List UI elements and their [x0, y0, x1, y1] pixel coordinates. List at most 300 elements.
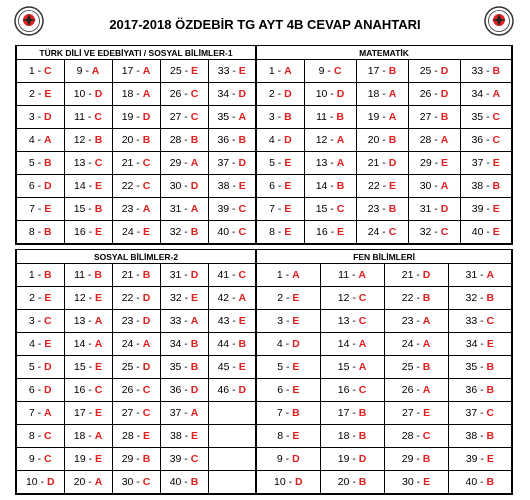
question-number: 12 - — [73, 292, 93, 304]
question-number: 17 - — [337, 407, 356, 419]
question-number: 10 - — [274, 476, 293, 488]
question-number: 16 - — [337, 384, 356, 396]
answer-cell — [208, 402, 256, 425]
answer-letter: B — [358, 476, 367, 488]
answer-letter: B — [238, 338, 247, 350]
answer-row — [16, 221, 512, 245]
answer-letter: A — [486, 269, 495, 281]
answer-letter: C — [190, 111, 199, 123]
answer-letter: A — [492, 88, 501, 100]
question-number: 1 - — [28, 269, 42, 281]
answer-cell — [112, 356, 160, 379]
question-number: 5 - — [28, 361, 42, 373]
answer-cell — [256, 287, 320, 310]
answer-letter: B — [190, 476, 199, 488]
answer-cell — [160, 129, 208, 152]
answer-letter: A — [190, 407, 199, 419]
answer-cell — [208, 106, 256, 129]
answer-letter: A — [358, 338, 367, 350]
question-number: 2 - — [268, 88, 282, 100]
answer-cell — [160, 198, 208, 221]
question-number: 31 - — [419, 203, 438, 215]
question-number: 8 - — [28, 226, 42, 238]
question-number: 33 - — [471, 65, 490, 77]
answer-cell — [160, 471, 208, 495]
answer-letter: D — [284, 134, 292, 146]
answer-letter: B — [358, 407, 367, 419]
question-number: 44 - — [217, 338, 236, 350]
answer-cell — [460, 83, 512, 106]
question-number: 20 - — [73, 476, 92, 488]
answer-letter: A — [94, 315, 103, 327]
question-number: 36 - — [465, 384, 484, 396]
answer-cell — [160, 448, 208, 471]
answer-row — [16, 425, 512, 448]
answer-letter: B — [94, 203, 103, 215]
question-number: 25 - — [419, 65, 438, 77]
answer-row — [16, 287, 512, 310]
answer-letter: E — [486, 453, 494, 465]
answer-row — [16, 152, 512, 175]
answer-cell — [320, 287, 384, 310]
question-number: 21 - — [121, 157, 140, 169]
answer-cell — [356, 106, 408, 129]
answer-letter: B — [388, 134, 397, 146]
question-number: 25 - — [401, 361, 420, 373]
answer-cell — [320, 448, 384, 471]
answer-cell — [16, 152, 64, 175]
question-number: 33 - — [217, 65, 236, 77]
answer-cell — [256, 379, 320, 402]
answer-letter: A — [94, 430, 103, 442]
question-number: 28 - — [419, 134, 438, 146]
answer-letter: D — [422, 269, 431, 281]
answer-letter: E — [492, 157, 500, 169]
question-number: 8 - — [269, 226, 282, 238]
question-number: 13 - — [315, 157, 334, 169]
answer-cell — [16, 60, 64, 83]
answer-letter: A — [336, 134, 345, 146]
answer-cell — [448, 356, 512, 379]
answer-cell — [112, 471, 160, 495]
question-number: 34 - — [471, 88, 490, 100]
answer-letter: B — [142, 453, 151, 465]
question-number: 6 - — [277, 384, 290, 396]
section-title: SOSYAL BİLİMLER-2 — [16, 250, 256, 264]
answer-cell — [208, 152, 256, 175]
question-number: 10 - — [73, 88, 92, 100]
question-number: 36 - — [471, 134, 490, 146]
answer-cell — [16, 402, 64, 425]
answer-cell — [384, 425, 448, 448]
question-number: 14 - — [73, 180, 93, 192]
answer-cell — [208, 129, 256, 152]
answer-letter: A — [190, 203, 199, 215]
answer-cell — [384, 402, 448, 425]
answer-cell — [256, 356, 320, 379]
answer-cell — [356, 60, 408, 83]
answer-cell — [112, 402, 160, 425]
question-number: 1 - — [276, 269, 290, 281]
question-number: 37 - — [217, 157, 236, 169]
answer-cell — [208, 221, 256, 245]
answer-letter: A — [358, 269, 366, 281]
answer-letter: B — [142, 269, 151, 281]
question-number: 15 - — [315, 203, 334, 215]
answer-letter: A — [190, 315, 199, 327]
answer-cell — [256, 175, 304, 198]
question-number: 35 - — [217, 111, 236, 123]
answer-row — [16, 402, 512, 425]
answer-cell — [16, 198, 64, 221]
answer-cell — [16, 221, 64, 245]
answer-letter: E — [492, 226, 500, 238]
question-number: 24 - — [121, 226, 141, 238]
question-number: 16 - — [316, 226, 335, 238]
question-number: 18 - — [121, 88, 140, 100]
answer-cell — [16, 379, 64, 402]
question-number: 7 - — [269, 203, 282, 215]
answer-letter: A — [142, 65, 151, 77]
answer-letter: B — [44, 226, 52, 238]
answer-letter: C — [358, 384, 367, 396]
answer-letter: B — [190, 338, 199, 350]
answer-letter: C — [388, 226, 397, 238]
question-number: 18 - — [73, 430, 92, 442]
answer-cell — [256, 152, 304, 175]
answer-cell — [64, 310, 112, 333]
question-number: 27 - — [121, 407, 140, 419]
answer-letter: D — [292, 338, 300, 350]
question-number: 25 - — [121, 361, 140, 373]
question-number: 5 - — [269, 157, 282, 169]
answer-letter: A — [238, 292, 247, 304]
answer-letter: E — [423, 476, 431, 488]
question-number: 35 - — [471, 111, 490, 123]
question-number: 37 - — [169, 407, 188, 419]
answer-cell — [208, 356, 256, 379]
answer-letter: B — [94, 134, 103, 146]
answer-cell — [112, 333, 160, 356]
answer-letter: D — [238, 157, 247, 169]
question-number: 27 - — [419, 111, 438, 123]
question-number: 9 - — [28, 453, 42, 465]
answer-cell — [64, 264, 112, 287]
question-number: 12 - — [73, 134, 92, 146]
answer-row — [16, 356, 512, 379]
answer-cell — [208, 198, 256, 221]
answer-letter: D — [44, 180, 52, 192]
answer-cell — [208, 60, 256, 83]
question-number: 15 - — [337, 361, 356, 373]
question-number: 13 - — [73, 315, 92, 327]
question-number: 39 - — [217, 203, 236, 215]
answer-letter: A — [336, 157, 345, 169]
answer-cell — [256, 471, 320, 495]
answer-letter: C — [44, 65, 52, 77]
answer-cell — [356, 198, 408, 221]
answer-cell — [408, 221, 460, 245]
answer-letter: C — [44, 453, 52, 465]
answer-cell — [208, 379, 256, 402]
answer-letter: E — [284, 226, 292, 238]
answer-cell — [460, 198, 512, 221]
answer-cell — [384, 333, 448, 356]
answer-letter: B — [422, 292, 431, 304]
question-number: 9 - — [76, 65, 89, 77]
answer-cell — [64, 106, 112, 129]
answer-letter: D — [388, 157, 397, 169]
answer-letter: E — [44, 203, 52, 215]
answer-cell — [160, 333, 208, 356]
answer-letter: A — [284, 65, 292, 77]
question-number: 18 - — [337, 430, 356, 442]
answer-letter: D — [190, 269, 199, 281]
answer-letter: B — [422, 361, 431, 373]
question-number: 42 - — [217, 292, 236, 304]
answer-cell — [16, 264, 64, 287]
answer-letter: E — [238, 361, 246, 373]
answer-letter: B — [422, 453, 431, 465]
answer-row — [16, 264, 512, 287]
answer-letter: E — [44, 292, 52, 304]
answer-letter: A — [358, 361, 367, 373]
answer-cell — [384, 264, 448, 287]
answer-letter: D — [190, 384, 199, 396]
page-title: 2017-2018 ÖZDEBİR TG AYT 4B CEVAP ANAHTARI — [109, 17, 421, 32]
question-number: 9 - — [318, 65, 331, 77]
answer-letter: E — [292, 315, 300, 327]
answer-letter: A — [440, 134, 449, 146]
answer-letter: B — [238, 134, 247, 146]
answer-cell — [320, 425, 384, 448]
answer-cell — [160, 152, 208, 175]
question-number: 10 - — [25, 476, 45, 488]
answer-cell — [208, 264, 256, 287]
answer-letter: C — [142, 476, 151, 488]
question-number: 29 - — [169, 157, 188, 169]
question-number: 7 - — [29, 203, 42, 215]
question-number: 33 - — [465, 315, 484, 327]
answer-cell — [64, 448, 112, 471]
question-number: 36 - — [217, 134, 236, 146]
answer-letter: B — [190, 134, 199, 146]
question-number: 45 - — [217, 361, 236, 373]
answer-cell — [256, 264, 320, 287]
question-number: 26 - — [121, 384, 140, 396]
answer-letter: D — [295, 476, 303, 488]
answer-letter: C — [486, 407, 495, 419]
answer-cell — [256, 221, 304, 245]
answer-cell — [256, 129, 304, 152]
answer-letter: E — [143, 430, 151, 442]
answer-letter: B — [492, 180, 501, 192]
question-number: 43 - — [217, 315, 236, 327]
answer-letter: D — [44, 384, 52, 396]
answer-letter: E — [191, 430, 199, 442]
answer-letter: E — [143, 226, 151, 238]
question-number: 1 - — [28, 65, 42, 77]
question-number: 22 - — [121, 180, 140, 192]
ozdebir-logo-right — [484, 6, 514, 36]
answer-cell — [112, 264, 160, 287]
answer-letter: C — [238, 269, 247, 281]
question-number: 4 - — [29, 338, 42, 350]
answer-letter: C — [336, 203, 345, 215]
answer-letter: A — [422, 338, 431, 350]
answer-letter: E — [238, 315, 246, 327]
answer-letter: E — [284, 203, 292, 215]
answer-cell — [356, 83, 408, 106]
section-title: TÜRK DİLİ VE EDEBİYATI / SOSYAL BİLİMLER-1 — [16, 46, 256, 60]
answer-letter: D — [336, 88, 345, 100]
question-number: 39 - — [465, 453, 484, 465]
answer-letter: C — [492, 111, 501, 123]
question-number: 1 - — [268, 65, 282, 77]
answer-cell — [356, 129, 408, 152]
answer-letter: A — [142, 338, 151, 350]
answer-letter: C — [142, 407, 151, 419]
question-number: 35 - — [169, 361, 188, 373]
question-number: 37 - — [471, 157, 490, 169]
answer-cell — [356, 221, 408, 245]
answer-cell — [16, 83, 64, 106]
question-number: 29 - — [420, 157, 439, 169]
question-number: 23 - — [121, 315, 140, 327]
question-number: 33 - — [169, 315, 188, 327]
answer-letter: B — [358, 430, 367, 442]
answer-cell — [208, 333, 256, 356]
question-number: 21 - — [121, 269, 140, 281]
question-number: 15 - — [73, 203, 92, 215]
answer-letter: E — [191, 65, 199, 77]
question-number: 16 - — [73, 226, 93, 238]
question-number: 21 - — [367, 157, 386, 169]
question-number: 18 - — [367, 88, 386, 100]
answer-cell — [64, 425, 112, 448]
question-number: 7 - — [276, 407, 290, 419]
answer-cell — [256, 425, 320, 448]
answer-letter: C — [422, 430, 431, 442]
question-number: 26 - — [419, 88, 438, 100]
answer-letter: D — [142, 361, 151, 373]
answer-cell — [160, 356, 208, 379]
answer-cell — [256, 333, 320, 356]
answer-letter: D — [292, 453, 300, 465]
answer-cell — [356, 152, 408, 175]
answer-cell — [208, 287, 256, 310]
question-number: 24 - — [401, 338, 420, 350]
question-number: 39 - — [471, 203, 490, 215]
answer-cell — [208, 310, 256, 333]
answer-cell — [356, 175, 408, 198]
answer-cell — [408, 83, 460, 106]
answer-cell — [448, 448, 512, 471]
answer-cell — [16, 448, 64, 471]
question-number: 31 - — [169, 203, 188, 215]
question-number: 21 - — [401, 269, 420, 281]
answer-letter: E — [95, 407, 103, 419]
question-number: 6 - — [28, 180, 42, 192]
answer-letter: C — [142, 157, 151, 169]
question-number: 40 - — [169, 476, 188, 488]
answer-row — [16, 106, 512, 129]
answer-letter: C — [94, 157, 103, 169]
answer-letter: C — [142, 180, 151, 192]
answer-key-table-top — [15, 45, 513, 245]
answer-cell — [460, 106, 512, 129]
answer-cell — [408, 152, 460, 175]
question-number: 3 - — [28, 111, 42, 123]
answer-cell — [320, 264, 384, 287]
answer-cell — [112, 83, 160, 106]
answer-letter: A — [44, 134, 52, 146]
answer-cell — [112, 198, 160, 221]
question-number: 30 - — [121, 476, 140, 488]
question-number: 34 - — [465, 338, 484, 350]
answer-cell — [304, 152, 356, 175]
answer-letter: C — [190, 453, 199, 465]
question-number: 30 - — [419, 180, 438, 192]
question-number: 20 - — [367, 134, 386, 146]
answer-letter: E — [337, 226, 345, 238]
answer-row — [16, 60, 512, 83]
question-number: 19 - — [121, 111, 140, 123]
answer-cell — [16, 356, 64, 379]
question-number: 30 - — [169, 180, 188, 192]
question-number: 26 - — [169, 88, 188, 100]
answer-cell — [384, 310, 448, 333]
answer-cell — [256, 106, 304, 129]
answer-cell — [448, 287, 512, 310]
answer-cell — [16, 333, 64, 356]
answer-letter: C — [190, 88, 199, 100]
answer-cell — [408, 106, 460, 129]
answer-row — [16, 310, 512, 333]
answer-cell — [304, 106, 356, 129]
answer-cell — [64, 83, 112, 106]
answer-cell — [64, 221, 112, 245]
question-number: 28 - — [401, 430, 420, 442]
question-number: 2 - — [29, 88, 42, 100]
section-title: MATEMATİK — [256, 46, 512, 60]
answer-cell — [64, 471, 112, 495]
answer-letter: E — [292, 384, 300, 396]
answer-letter: C — [44, 430, 52, 442]
answer-cell — [448, 264, 512, 287]
answer-letter: D — [284, 88, 292, 100]
answer-cell — [64, 60, 112, 83]
answer-cell — [256, 402, 320, 425]
answer-cell — [64, 129, 112, 152]
answer-letter: A — [388, 111, 397, 123]
answer-letter: B — [142, 134, 151, 146]
answer-letter: E — [284, 180, 292, 192]
answer-letter: D — [46, 476, 55, 488]
answer-letter: B — [388, 203, 397, 215]
answer-cell — [460, 60, 512, 83]
answer-cell — [112, 60, 160, 83]
answer-letter: D — [440, 65, 449, 77]
answer-cell — [112, 379, 160, 402]
answer-cell — [64, 356, 112, 379]
answer-row — [16, 198, 512, 221]
answer-cell — [112, 129, 160, 152]
question-number: 13 - — [337, 315, 356, 327]
question-number: 3 - — [277, 315, 290, 327]
question-number: 14 - — [337, 338, 356, 350]
answer-letter: A — [388, 88, 397, 100]
